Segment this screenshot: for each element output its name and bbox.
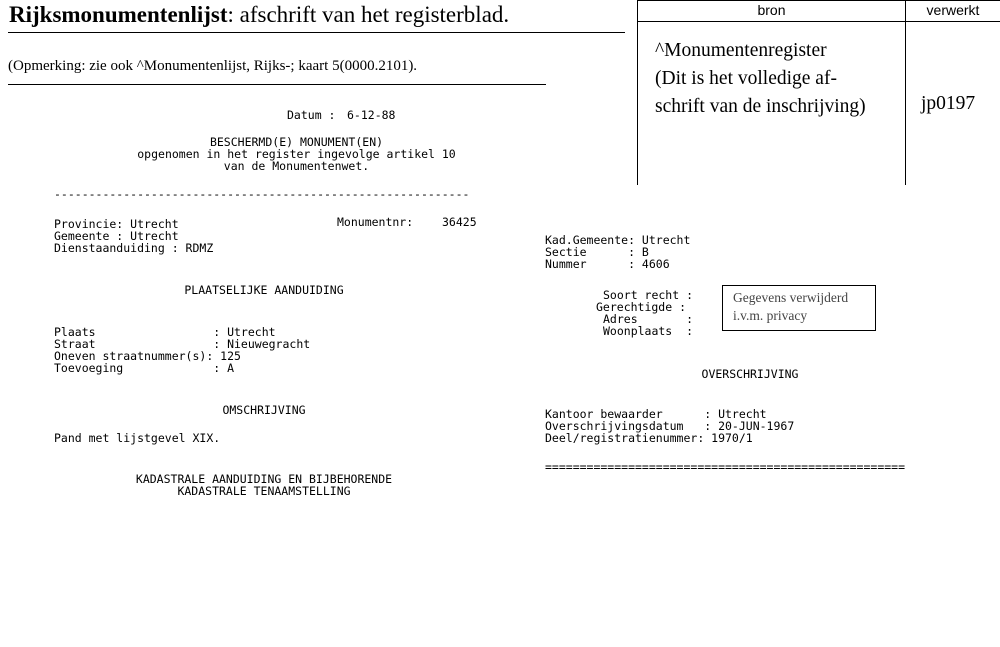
- omschrijving-text: Pand met lijstgevel XIX.: [54, 431, 221, 445]
- straatnummer-line: Oneven straatnummer(s): 125: [54, 349, 241, 363]
- plaats-line: Plaats : Utrecht: [54, 325, 276, 339]
- toevoeging-line: Toevoeging : A: [54, 361, 235, 375]
- column-header-bron: bron: [757, 2, 786, 18]
- dienstaanduiding-line: Dienstaanduiding : RDMZ: [54, 241, 214, 255]
- adres-label: Adres :: [603, 312, 694, 326]
- kad-gemeente-line: Kad.Gemeente: Utrecht: [545, 233, 691, 247]
- bron-line-2: (Dit is het volledige af-: [655, 68, 837, 89]
- bron-line-1: ^Monumentenregister: [655, 40, 827, 61]
- title-underline: [8, 32, 625, 33]
- table-header-divider: [637, 21, 1000, 22]
- privacy-notice-box: [722, 285, 876, 331]
- provincie-line: Provincie: Utrecht: [54, 217, 179, 231]
- woonplaats-label: Woonplaats :: [603, 324, 694, 338]
- heading-opgenomen: opgenomen in het register ingevolge artikel 10: [137, 147, 456, 161]
- deel-registratienummer-line: Deel/registratienummer: 1970/1: [545, 431, 753, 445]
- reference-note: (Opmerking: zie ook ^Monumentenlijst, Rijks-; kaart 5(0000.2101).: [8, 58, 418, 74]
- bron-cell: [655, 37, 866, 121]
- overschrijvingsdatum-line: Overschrijvingsdatum : 20-JUN-1967: [545, 419, 795, 433]
- monumentnr-label: Monumentnr:: [337, 215, 414, 229]
- equals-separator: ====================================================: [545, 460, 906, 474]
- dashed-separator: ------------------------------------------------------------: [54, 187, 470, 201]
- soort-recht-label: Soort recht :: [603, 288, 694, 302]
- table-column-divider: [905, 0, 906, 185]
- nummer-line: Nummer : 4606: [545, 257, 670, 271]
- document-title: [9, 2, 509, 28]
- table-left-border: [637, 0, 638, 185]
- datum-label: Datum :: [287, 108, 336, 122]
- monumentnr-value: 36425: [442, 215, 477, 229]
- bron-line-3: schrift van de inschrijving): [655, 96, 866, 117]
- privacy-line-2: i.v.m. privacy: [733, 308, 808, 323]
- datum-value: 6-12-88: [347, 108, 396, 122]
- privacy-line-1: Gegevens verwijderd: [733, 290, 849, 305]
- gerechtigde-label: Gerechtigde :: [596, 300, 687, 314]
- verwerkt-cell: jp0197: [921, 93, 976, 114]
- heading-beschermd: BESCHERMD(E) MONUMENT(EN): [209, 135, 384, 149]
- sectie-line: Sectie : B: [545, 245, 649, 259]
- heading-monumentenwet: van de Monumentenwet.: [223, 159, 370, 173]
- column-header-verwerkt: verwerkt: [926, 2, 980, 18]
- gemeente-line: Gemeente : Utrecht: [54, 229, 179, 243]
- omschrijving-heading: OMSCHRIJVING: [222, 403, 306, 417]
- title-bold: Rijksmonumentenlijst: [9, 2, 228, 27]
- straat-line: Straat : Nieuwegracht: [54, 337, 311, 351]
- kadastrale-heading-2: KADASTRALE TENAAMSTELLING: [177, 484, 351, 498]
- plaatselijke-aanduiding-heading: PLAATSELIJKE AANDUIDING: [184, 283, 344, 297]
- overschrijving-heading: OVERSCHRIJVING: [701, 367, 799, 381]
- title-rest: : afschrift van het registerblad.: [227, 2, 510, 27]
- kantoor-bewaarder-line: Kantoor bewaarder : Utrecht: [545, 407, 767, 421]
- kadastrale-heading-1: KADASTRALE AANDUIDING EN BIJBEHORENDE: [135, 472, 393, 486]
- note-underline: [8, 84, 546, 85]
- table-top-border: [637, 0, 1000, 1]
